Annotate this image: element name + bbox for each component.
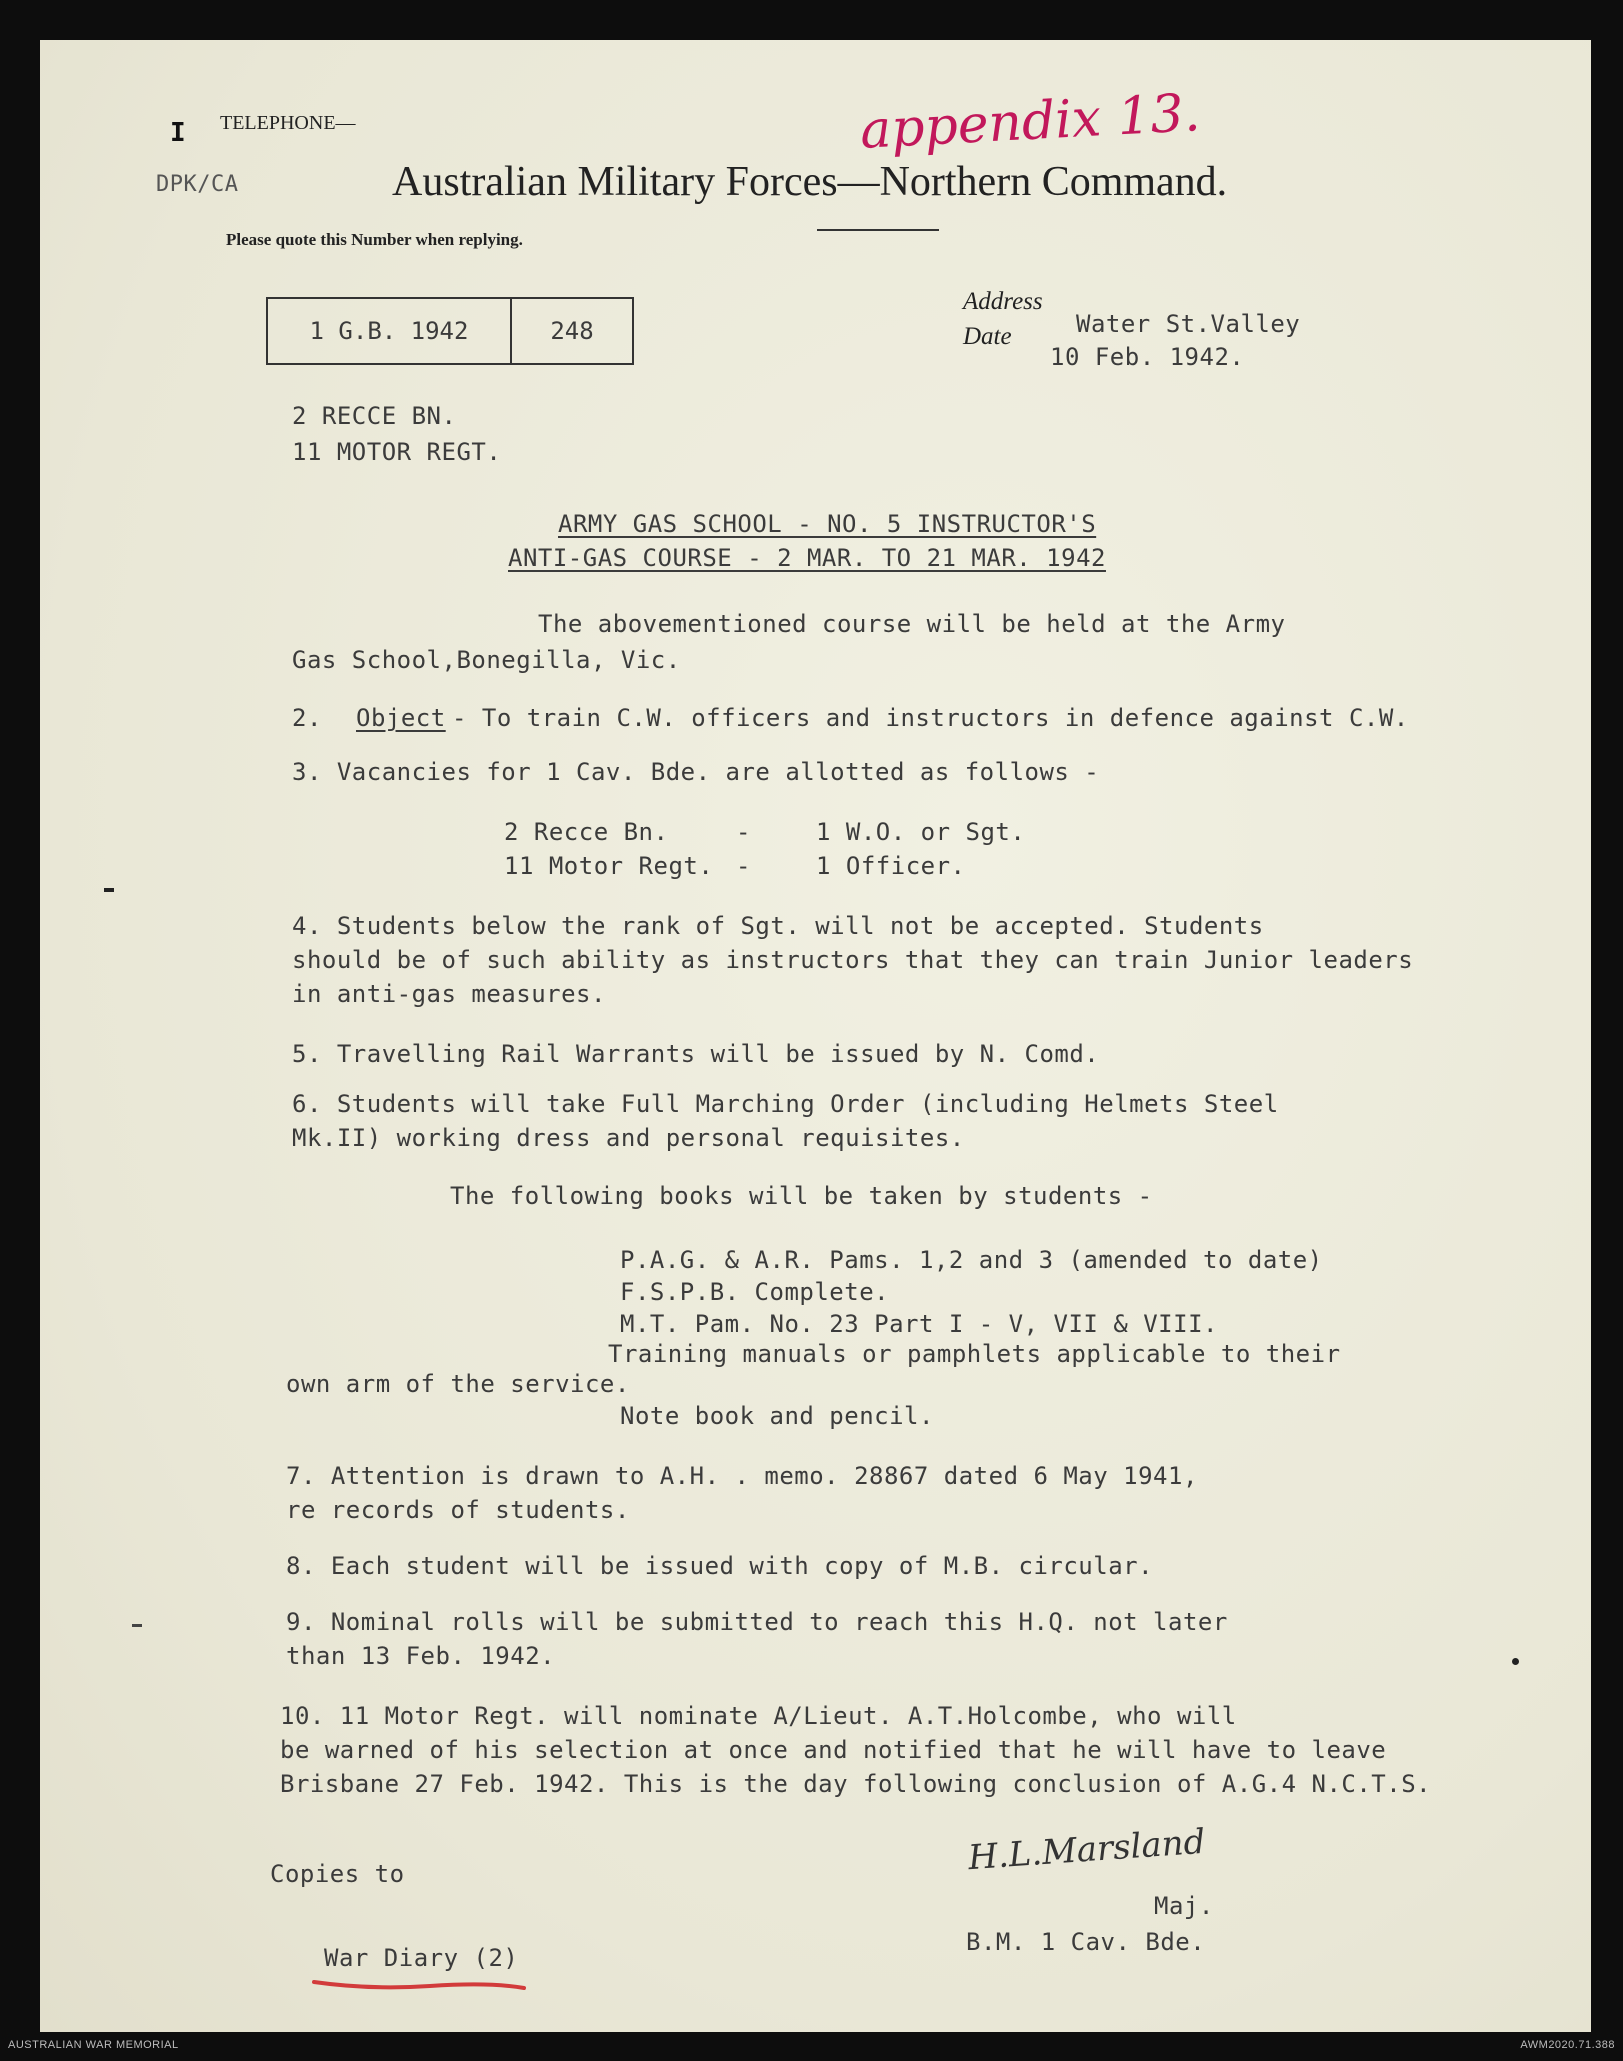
body-line: Mk.II) working dress and personal requisites. (292, 1124, 965, 1152)
body-line: - To train C.W. officers and instructors in defence against C.W. (452, 704, 1409, 732)
allotment-vacancy: 1 W.O. or Sgt. (816, 818, 1026, 846)
book-item: Training manuals or pamphlets applicable to their (608, 1340, 1341, 1368)
reference-file-number: 1 G.B. 1942 (268, 299, 512, 363)
letterhead-title: Australian Military Forces—Northern Command. (392, 159, 1228, 205)
allotment-dash: - (736, 818, 751, 846)
book-item: F.S.P.B. Complete. (620, 1278, 890, 1306)
scan-speck (132, 1624, 142, 1627)
scan-speck (104, 888, 114, 892)
book-item: Note book and pencil. (620, 1402, 934, 1430)
body-line: 10. 11 Motor Regt. will nominate A/Lieut. A.T.Holcombe, who will (280, 1702, 1237, 1730)
telephone-label: TELEPHONE— (220, 112, 356, 134)
body-line: Gas School,Bonegilla, Vic. (292, 646, 681, 674)
paragraph-number: 2. (292, 704, 322, 732)
date-value: 10 Feb. 1942. (1050, 343, 1245, 371)
signatory-title: B.M. 1 Cav. Bde. (966, 1928, 1206, 1956)
body-line: The following books will be taken by students - (450, 1182, 1153, 1210)
body-line: Brisbane 27 Feb. 1942. This is the day following conclusion of A.G.4 N.C.T.S. (280, 1770, 1432, 1798)
recipient: 11 MOTOR REGT. (292, 438, 502, 466)
body-line: The abovementioned course will be held at the Army (538, 610, 1286, 638)
red-underline-mark (310, 1970, 530, 1994)
body-line: than 13 Feb. 1942. (286, 1642, 556, 1670)
subject-line: ANTI-GAS COURSE - 2 MAR. TO 21 MAR. 1942 (508, 544, 1106, 572)
address-value: Water St.Valley (1076, 310, 1301, 338)
body-line: 6. Students will take Full Marching Order (including Helmets Steel (292, 1090, 1279, 1118)
body-line: re records of students. (286, 1496, 630, 1524)
signatory-rank: Maj. (1154, 1892, 1214, 1920)
scan-speck (1512, 1658, 1519, 1665)
title-rule (817, 229, 939, 231)
subject-line: ARMY GAS SCHOOL - NO. 5 INSTRUCTOR'S (558, 510, 1097, 538)
reference-serial: 248 (550, 317, 594, 345)
footer-archive-name: AUSTRALIAN WAR MEMORIAL (8, 2039, 179, 2051)
quote-note: Please quote this Number when replying. (226, 230, 523, 249)
reference-number-box (266, 297, 634, 365)
body-line: in anti-gas measures. (292, 980, 606, 1008)
book-item: P.A.G. & A.R. Pams. 1,2 and 3 (amended to date) (620, 1246, 1323, 1274)
copies-label: Copies to (270, 1860, 405, 1888)
date-label: Date (963, 323, 1012, 350)
recipient: 2 RECCE BN. (292, 402, 457, 430)
handwritten-appendix-note: appendix 13. (858, 83, 1202, 161)
allotment-dash: - (736, 852, 751, 880)
body-line: 3. Vacancies for 1 Cav. Bde. are allotted as follows - (292, 758, 1100, 786)
body-line: should be of such ability as instructors that they can train Junior leaders (292, 946, 1414, 974)
allotment-unit: 2 Recce Bn. (504, 818, 669, 846)
book-item: M.T. Pam. No. 23 Part I - V, VII & VIII. (620, 1310, 1218, 1338)
telephone-mark: I (170, 118, 187, 148)
file-code: DPK/CA (156, 172, 239, 197)
allotment-unit: 11 Motor Regt. (504, 852, 714, 880)
body-line: 5. Travelling Rail Warrants will be issued by N. Comd. (292, 1040, 1100, 1068)
footer-accession-number: AWM2020.71.388 (1520, 2039, 1615, 2051)
allotment-vacancy: 1 Officer. (816, 852, 966, 880)
body-line: 9. Nominal rolls will be submitted to reach this H.Q. not later (286, 1608, 1228, 1636)
object-label: Object (356, 704, 446, 732)
body-line: 8. Each student will be issued with copy of M.B. circular. (286, 1552, 1154, 1580)
body-line: 4. Students below the rank of Sgt. will not be accepted. Students (292, 912, 1264, 940)
body-line: be warned of his selection at once and notified that he will have to leave (280, 1736, 1387, 1764)
copies-entry: War Diary (2) (324, 1944, 519, 1972)
address-label: Address (963, 288, 1043, 315)
handwritten-signature: H.L.Marsland (966, 1821, 1207, 1879)
document-sheet (40, 40, 1591, 2032)
book-item: own arm of the service. (286, 1370, 630, 1398)
body-line: 7. Attention is drawn to A.H. . memo. 28867 dated 6 May 1941, (286, 1462, 1198, 1490)
